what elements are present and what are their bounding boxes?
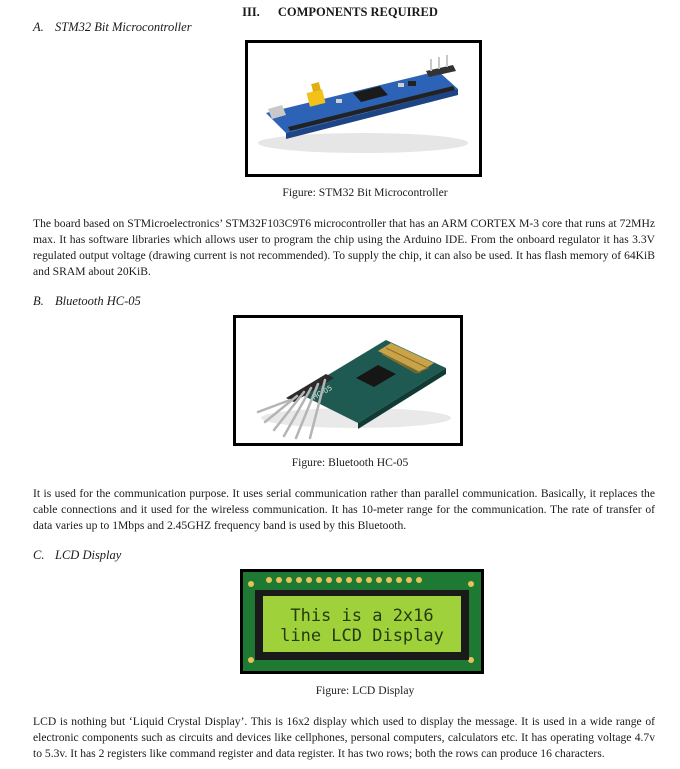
section-heading bbox=[0, 5, 680, 20]
paragraph-stm32: The board based on STMicroelectronics’ STM32F103C9T6 microcontroller that has an ARM CORTEX M-3 core that runs at 72MHz max. It has software libraries which allows user to program the chip using the Arduino IDE. From the onboard regulator it has 3.3V regulated output voltage (drawing current is not recommended). To supply the chip, it can also be used. It has flash memory of 64KiB and SRAM about 20KiB. bbox=[33, 217, 655, 278]
lcd-line-2: line LCD Display bbox=[280, 626, 444, 646]
section-number: III. bbox=[242, 5, 260, 19]
subsection-c-heading bbox=[33, 548, 121, 563]
subsection-b-letter: B. bbox=[33, 294, 44, 308]
subsection-c-title: LCD Display bbox=[55, 548, 122, 562]
bluetooth-figure bbox=[233, 315, 463, 446]
figure-caption-lcd: Figure: LCD Display bbox=[315, 684, 415, 697]
paragraph-bluetooth: It is used for the communication purpose. It uses serial communication rather than parallel communication. Basically, it replaces the cable connections and it used for the wireless communication. It has 10-meter range for the communication. The rate of transfer of data varies up to 1Mbps and 2.45GHZ frequency band is used by this Bluetooth. bbox=[33, 487, 655, 532]
stm32-board-image bbox=[248, 43, 479, 174]
figure-caption-stm32: Figure: STM32 Bit Microcontroller bbox=[282, 186, 448, 199]
stm32-figure bbox=[245, 40, 482, 177]
subsection-a-letter: A. bbox=[33, 20, 44, 34]
figure-caption-bluetooth: Figure: Bluetooth HC-05 bbox=[291, 456, 409, 469]
lcd-figure bbox=[240, 569, 484, 674]
subsection-b-title: Bluetooth HC-05 bbox=[55, 294, 141, 308]
subsection-c-letter: C. bbox=[33, 548, 45, 562]
lcd-line-1: This is a 2x16 bbox=[290, 606, 434, 626]
subsection-b-heading bbox=[33, 294, 141, 309]
lcd-display-image bbox=[243, 572, 481, 671]
paragraph-lcd: LCD is nothing but ‘Liquid Crystal Display’. This is 16x2 display which used to display the message. It is used in a wide range of electronic components such as circuits and devices like cellphones, personal computers, calculators etc. It has operating voltage 4.7v to 5.3v. It has 2 registers like command register and data register. It has two rows; both the rows can produce 16 characters. bbox=[33, 715, 655, 760]
subsection-a-heading bbox=[33, 20, 192, 35]
subsection-a-title: STM32 Bit Microcontroller bbox=[55, 20, 192, 34]
bluetooth-module-image bbox=[236, 318, 460, 443]
section-title: COMPONENTS REQUIRED bbox=[277, 5, 438, 19]
